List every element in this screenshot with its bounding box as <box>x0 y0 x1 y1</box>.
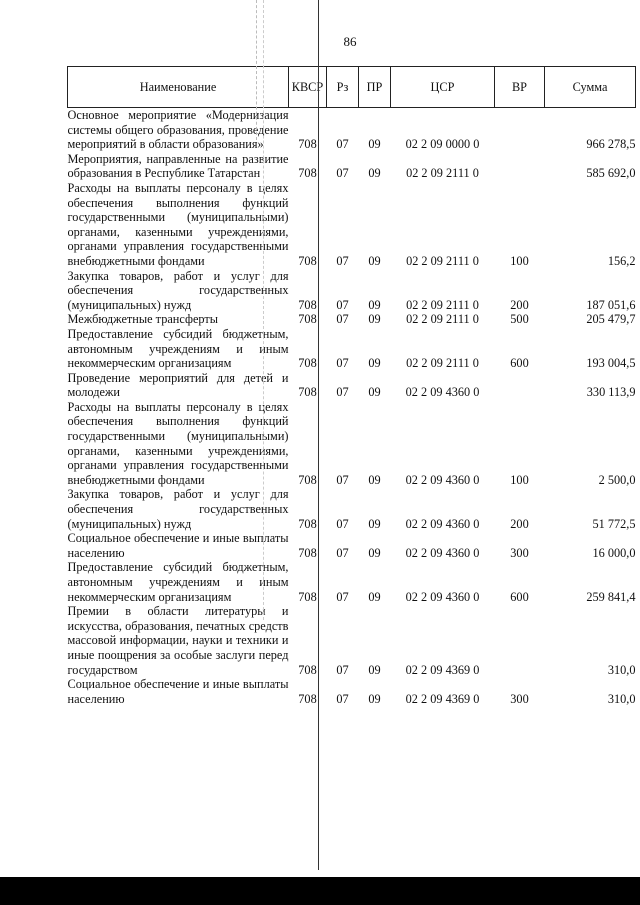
row-kvsr: 708 <box>298 385 317 400</box>
row-kvsr: 708 <box>298 472 317 487</box>
scan-bottom-bar <box>0 877 640 905</box>
row-csr: 02 2 09 4360 0 <box>405 545 480 560</box>
row-rz: 07 <box>336 589 349 604</box>
row-kvsr: 708 <box>298 166 317 181</box>
row-sum: 330 113,9 <box>586 385 636 400</box>
row-sum: 259 841,4 <box>586 589 636 604</box>
table-row <box>68 269 636 313</box>
header-kvsr: КВСР <box>289 67 327 108</box>
row-vr <box>495 604 545 677</box>
row-pr: 09 <box>368 166 381 181</box>
row-csr: 02 2 09 2111 0 <box>406 166 479 181</box>
row-name: Расходы на выплаты персоналу в целях обеспечения выполнения функций государственными (муниципальными) органами, казенными учреждениями, органами управления государственными внебюджетными фондами <box>67 399 289 487</box>
row-name: Закупка товаров, работ и услуг для обеспечения государственных (муниципальных) нужд <box>67 487 289 531</box>
row-rz: 07 <box>336 516 349 531</box>
row-pr: 09 <box>368 472 381 487</box>
row-rz: 07 <box>336 297 349 312</box>
table-row <box>68 400 636 488</box>
table-row <box>68 560 636 604</box>
row-vr: 200 <box>510 516 529 531</box>
row-name: Мероприятия, направленные на развитие образования в Республике Татарстан <box>67 151 289 181</box>
row-pr: 09 <box>368 662 381 677</box>
row-sum: 16 000,0 <box>592 545 636 560</box>
row-sum: 51 772,5 <box>592 516 636 531</box>
row-csr: 02 2 09 4360 0 <box>405 472 480 487</box>
table-row <box>68 152 636 181</box>
row-vr: 600 <box>510 589 529 604</box>
row-kvsr: 708 <box>298 589 317 604</box>
scan-fold-line <box>318 0 319 870</box>
table-row <box>68 371 636 400</box>
row-name: Основное мероприятие «Модернизация системы общего образования, проведение мероприятий в области образования» <box>67 108 289 152</box>
row-rz: 07 <box>336 691 349 706</box>
row-pr: 09 <box>368 297 381 312</box>
row-name: Социальное обеспечение и иные выплаты населению <box>67 531 289 560</box>
row-csr: 02 2 09 2111 0 <box>406 312 479 327</box>
table-row <box>68 327 636 371</box>
row-kvsr: 708 <box>298 691 317 706</box>
row-rz: 07 <box>336 312 349 327</box>
row-rz: 07 <box>336 253 349 268</box>
row-vr: 600 <box>510 356 529 371</box>
page-number: 86 <box>343 34 357 49</box>
row-name: Закупка товаров, работ и услуг для обеспечения государственных (муниципальных) нужд <box>67 268 289 312</box>
header-vr: ВР <box>495 67 545 108</box>
row-kvsr: 708 <box>298 137 317 152</box>
row-pr: 09 <box>368 691 381 706</box>
table-row <box>68 181 636 269</box>
row-csr: 02 2 09 4360 0 <box>405 385 480 400</box>
row-kvsr: 708 <box>298 312 317 327</box>
table-row <box>68 677 636 706</box>
header-rz: Рз <box>327 67 359 108</box>
row-vr: 300 <box>510 545 529 560</box>
row-rz: 07 <box>336 137 349 152</box>
row-name: Социальное обеспечение и иные выплаты населению <box>67 677 289 706</box>
row-csr: 02 2 09 2111 0 <box>406 297 479 312</box>
row-name: Расходы на выплаты персоналу в целях обеспечения выполнения функций государственными (муниципальными) органами, казенными учреждениями, органами управления государственными внебюджетными фондами <box>67 180 289 268</box>
row-rz: 07 <box>336 662 349 677</box>
table-row <box>68 604 636 677</box>
row-csr: 02 2 09 0000 0 <box>405 137 480 152</box>
row-kvsr: 708 <box>298 545 317 560</box>
row-sum: 585 692,0 <box>586 166 636 181</box>
row-name: Проведение мероприятий для детей и молодежи <box>67 370 289 400</box>
scan-fold-line <box>263 0 264 620</box>
row-rz: 07 <box>336 166 349 181</box>
row-csr: 02 2 09 4360 0 <box>405 516 480 531</box>
row-sum: 966 278,5 <box>586 137 636 152</box>
row-sum: 193 004,5 <box>586 356 636 371</box>
header-sum: Сумма <box>545 67 636 108</box>
row-vr: 100 <box>510 253 529 268</box>
row-pr: 09 <box>368 545 381 560</box>
row-csr: 02 2 09 4369 0 <box>405 691 480 706</box>
row-sum: 156,2 <box>607 253 636 268</box>
row-csr: 02 2 09 2111 0 <box>406 356 479 371</box>
row-vr: 300 <box>510 691 529 706</box>
row-rz: 07 <box>336 545 349 560</box>
row-rz: 07 <box>336 472 349 487</box>
row-pr: 09 <box>368 312 381 327</box>
row-vr <box>495 371 545 400</box>
row-pr: 09 <box>368 137 381 152</box>
row-kvsr: 708 <box>298 516 317 531</box>
budget-table <box>67 66 636 706</box>
row-kvsr: 708 <box>298 253 317 268</box>
row-pr: 09 <box>368 253 381 268</box>
row-pr: 09 <box>368 589 381 604</box>
row-csr: 02 2 09 2111 0 <box>406 253 479 268</box>
row-csr: 02 2 09 4360 0 <box>405 589 480 604</box>
row-sum: 187 051,6 <box>586 297 636 312</box>
row-pr: 09 <box>368 516 381 531</box>
table-row <box>68 487 636 531</box>
row-vr <box>495 108 545 152</box>
header-pr: ПР <box>359 67 391 108</box>
row-kvsr: 708 <box>298 356 317 371</box>
table-header-row <box>68 67 636 108</box>
row-name: Межбюджетные трансферты <box>67 312 219 327</box>
row-pr: 09 <box>368 356 381 371</box>
row-name: Премии в области литературы и искусства, образования, печатных средств массовой информации, науки и техники и иные поощрения за особые заслуги перед государством <box>67 604 289 677</box>
row-rz: 07 <box>336 385 349 400</box>
row-sum: 310,0 <box>607 691 636 706</box>
row-name: Предоставление субсидий бюджетным, автономным учреждениям и иным некоммерческим организациям <box>67 560 289 604</box>
header-name: Наименование <box>68 67 289 108</box>
row-vr: 100 <box>510 472 529 487</box>
row-vr <box>495 152 545 181</box>
table-row <box>68 312 636 327</box>
row-sum: 205 479,7 <box>586 312 636 327</box>
row-kvsr: 708 <box>298 297 317 312</box>
row-kvsr: 708 <box>298 662 317 677</box>
row-vr: 500 <box>510 312 529 327</box>
header-csr: ЦСР <box>391 67 495 108</box>
row-rz: 07 <box>336 356 349 371</box>
table-row <box>68 108 636 152</box>
scan-fold-line <box>256 0 257 140</box>
row-csr: 02 2 09 4369 0 <box>405 662 480 677</box>
row-vr: 200 <box>510 297 529 312</box>
row-sum: 310,0 <box>607 662 636 677</box>
table-row <box>68 531 636 560</box>
row-sum: 2 500,0 <box>598 472 636 487</box>
row-pr: 09 <box>368 385 381 400</box>
row-name: Предоставление субсидий бюджетным, автономным учреждениям и иным некоммерческим организациям <box>67 326 289 371</box>
